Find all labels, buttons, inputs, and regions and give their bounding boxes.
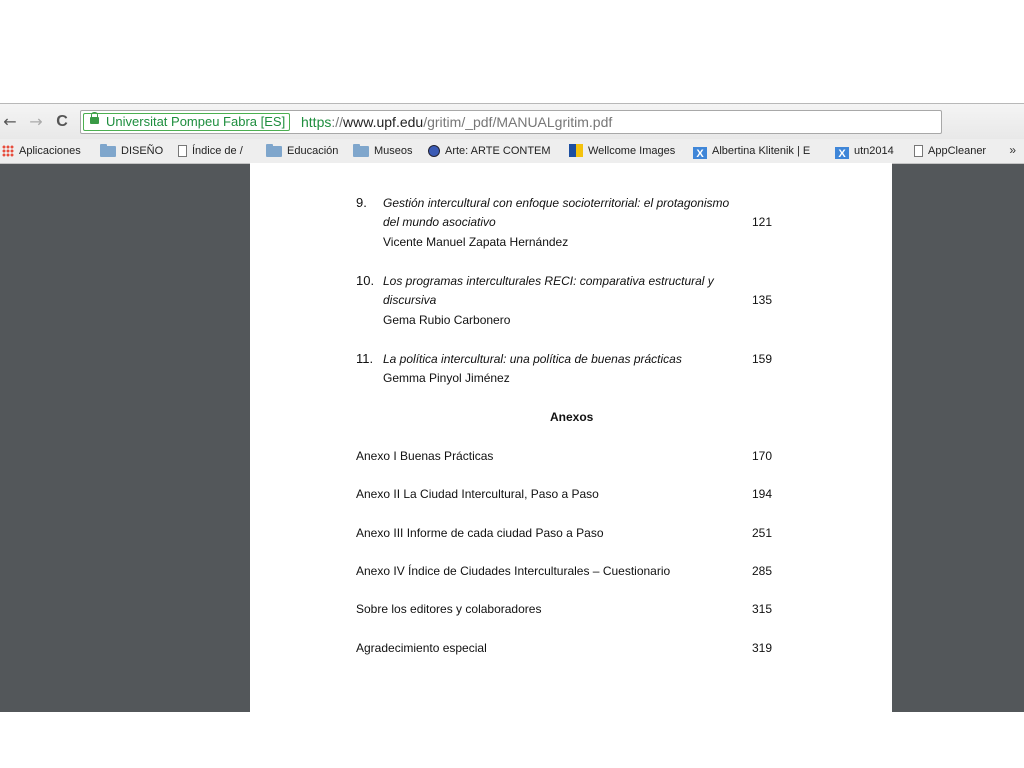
table-of-contents [250,163,892,712]
url-text[interactable] [301,114,612,130]
bookmark-label: utn2014 [854,145,894,157]
back-button[interactable] [0,112,20,132]
bookmark-diseno[interactable] [100,143,163,159]
chapter-author: Gemma Pinyol Jiménez [383,371,510,385]
bookmark-aplicaciones[interactable] [2,143,81,159]
back-arrow-icon: ← [3,112,17,131]
page-number: 251 [752,526,773,540]
bookmark-educacion[interactable] [266,143,338,159]
bookmark-label: Museos [374,145,413,157]
url-separator: :// [331,114,344,130]
chapter-number: 11. [356,351,374,366]
url-path: /gritim/_pdf/MANUALgritim.pdf [423,114,613,130]
bookmark-utn2014[interactable] [835,143,894,159]
page-number: 285 [752,564,773,578]
folder-icon [100,146,116,157]
bookmark-label: Aplicaciones [19,145,81,157]
forward-button[interactable] [26,112,46,132]
globe-icon [428,145,440,157]
chapter-author: Vicente Manuel Zapata Hernández [383,235,569,249]
address-toolbar [0,103,1024,140]
page-number: 170 [752,449,773,463]
page-number: 159 [752,352,773,366]
bookmark-label: Wellcome Images [588,145,676,157]
bookmark-label: Índice de / [192,145,243,157]
chapter-number: 10. [356,273,375,288]
chapter-title: Los programas interculturales RECI: comparativa estructural y [383,274,714,288]
toc-entry: Anexo II La Ciudad Intercultural, Paso a Paso [356,487,599,501]
page-number: 194 [752,487,773,501]
x-logo-icon: X [835,147,849,159]
page-icon [914,145,923,157]
toc-entry: Anexo IV Índice de Ciudades Interculturales – Cuestionario [356,564,671,578]
bookmark-wellcome[interactable] [569,143,675,159]
bookmark-label: Arte: ARTE CONTEM [445,145,551,157]
page-number: 135 [752,293,773,307]
toc-entry: Anexo III Informe de cada ciudad Paso a Paso [356,526,604,540]
chapter-number: 9. [356,195,367,210]
reload-button[interactable] [52,112,72,132]
bookmark-label: Educación [287,145,339,157]
bookmark-albertina[interactable] [693,143,823,159]
bookmarks-overflow-button[interactable]: » [1009,143,1016,157]
pdf-page [250,163,892,712]
chapter-title: Gestión intercultural con enfoque socioterritorial: el protagonismo [383,196,730,210]
bookmark-appcleaner[interactable] [914,143,986,159]
toc-entry: Sobre los editores y colaboradores [356,602,542,616]
ev-org-label: Universitat Pompeu Fabra [ES] [106,114,286,129]
url-scheme: https [301,114,332,130]
apps-grid-icon [2,145,14,157]
omnibox[interactable] [80,110,942,134]
chapter-author: Gema Rubio Carbonero [383,313,511,327]
ev-certificate-badge[interactable] [83,113,290,131]
chapter-title: La política intercultural: una política de buenas prácticas [383,352,682,366]
bookmark-label: DISEÑO [121,145,164,157]
bookmark-museos[interactable] [353,143,413,159]
bookmarks-bar [0,139,1024,164]
browser-window [0,103,1024,712]
url-host: www.upf.edu [343,114,424,130]
chapter-title: del mundo asociativo [383,215,496,229]
bookmark-arte[interactable] [428,143,558,159]
page-icon [178,145,187,157]
bookmark-label: Albertina Klitenik | E [712,145,811,157]
forward-arrow-icon: → [29,112,43,131]
folder-icon [353,146,369,157]
page-number: 319 [752,641,773,655]
page-number: 121 [752,215,773,229]
x-logo-icon: X [693,147,707,159]
toc-entry: Agradecimiento especial [356,641,487,655]
flag-icon [569,144,583,157]
chapter-title: discursiva [383,293,437,307]
folder-icon [266,146,282,157]
page-number: 315 [752,602,773,616]
bookmark-label: AppCleaner [928,145,987,157]
section-heading: Anexos [550,410,594,424]
lock-icon [90,117,99,124]
toc-entry: Anexo I Buenas Prácticas [356,449,494,463]
reload-icon: C [56,113,68,130]
bookmark-indice[interactable] [178,143,254,159]
